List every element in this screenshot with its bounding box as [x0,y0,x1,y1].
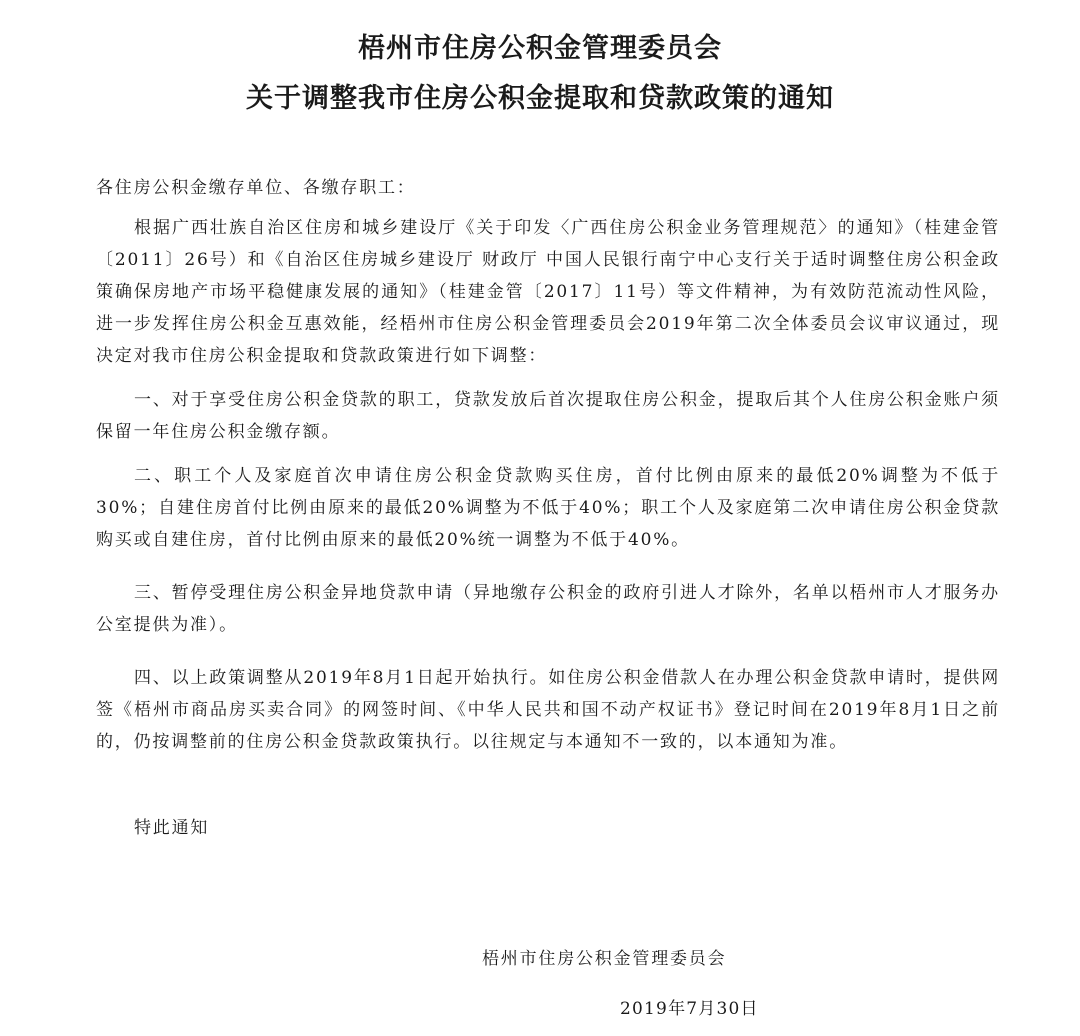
policy-item-2: 二、职工个人及家庭首次申请住房公积金贷款购买住房，首付比例由原来的最低20%调整为不低于30%；自建住房首付比例由原来的最低20%调整为不低于40%；职工个人及家庭第二次申请住房公积金贷款购买或自建住房，首付比例由原来的最低20%统一调整为不低于40%。 [96,466,1000,550]
document-title-line2: 关于调整我市住房公积金提取和贷款政策的通知 [246,83,834,114]
intro-paragraph: 根据广西壮族自治区住房和城乡建设厅《关于印发〈广西住房公积金业务管理规范〉的通知》（桂建金管〔2011〕26号）和《自治区住房城乡建设厅 财政厅 中国人民银行南宁中心支行关于适时调整住房公积金政策确保房地产市场平稳健康发展的通知》（桂建金管〔2017〕11号）等文件精神，为有效防范流动性风险，进一步发挥住房公积金互惠效能，经梧州市住房公积金管理委员会2019年第二次全体委员会议审议通过，现决定对我市住房公积金提取和贷款政策进行如下调整： [96,218,1000,366]
issue-date: 2019年7月30日 [620,999,759,1019]
closing-line: 特此通知 [134,818,210,838]
policy-item-1: 一、对于享受住房公积金贷款的职工，贷款发放后首次提取住房公积金，提取后其个人住房公积金账户须保留一年住房公积金缴存额。 [96,390,1000,442]
policy-item-4: 四、以上政策调整从2019年8月1日起开始执行。如住房公积金借款人在办理公积金贷款申请时，提供网签《梧州市商品房买卖合同》的网签时间、《中华人民共和国不动产权证书》登记时间在2019年8月1日之前的，仍按调整前的住房公积金贷款政策执行。以往规定与本通知不一致的，以本通知为准。 [96,668,1000,752]
signature: 梧州市住房公积金管理委员会 [482,949,727,969]
salutation: 各住房公积金缴存单位、各缴存职工： [96,178,416,198]
document-title-line1: 梧州市住房公积金管理委员会 [358,33,722,64]
policy-item-3: 三、暂停受理住房公积金异地贷款申请（异地缴存公积金的政府引进人才除外，名单以梧州市人才服务办公室提供为准）。 [96,583,1000,635]
